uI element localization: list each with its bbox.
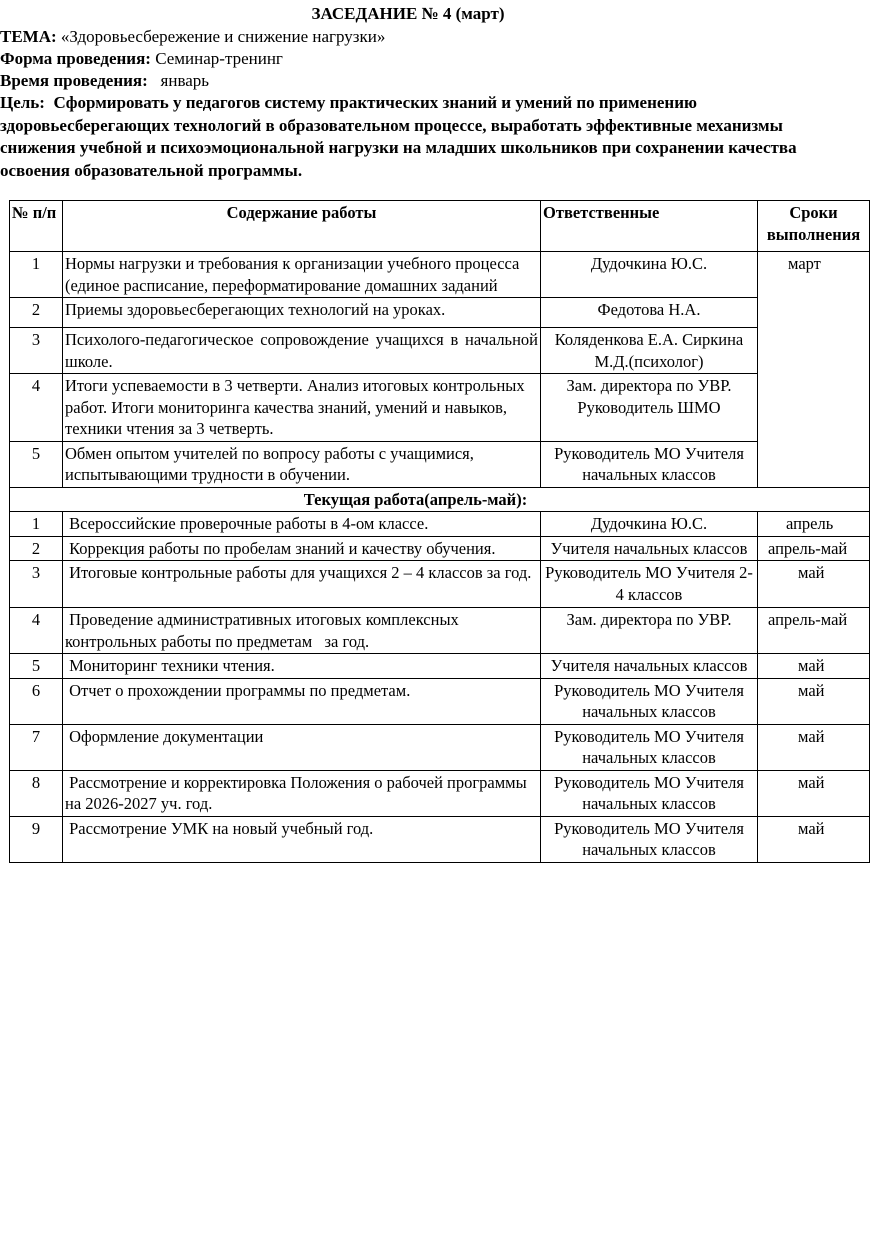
row-responsible: Руководитель МО Учителя 2-4 классов — [541, 561, 758, 608]
row-term: апрель — [758, 512, 870, 537]
row-term: май — [758, 678, 870, 724]
row-responsible: Учителя начальных классов — [541, 536, 758, 561]
form-value: Семинар-тренинг — [150, 49, 283, 68]
time-value: январь — [147, 71, 210, 90]
table-row — [10, 298, 870, 328]
table-row — [10, 608, 870, 654]
row-responsible: Дудочкина Ю.С. — [541, 512, 758, 537]
theme-value: «Здоровьесбережение и снижение нагрузки» — [56, 27, 386, 46]
row-num: 6 — [10, 678, 63, 724]
table-row — [10, 374, 870, 442]
goal-paragraph — [0, 92, 812, 182]
row-responsible: Зам. директора по УВР. Руководитель ШМО — [541, 374, 758, 442]
goal-text: Сформировать у педагогов систему практических знаний и умений по применению здоровьесберегающих технологий в образовательном процессе, выработать эффективные механизмы снижения учебной и психоэмоциональной нагрузки на младших школьников при сохранении качества освоения образовательной программы. — [0, 93, 801, 180]
theme-line — [0, 26, 385, 48]
row-term: май — [758, 770, 870, 816]
row-num: 4 — [10, 374, 63, 442]
work-plan-table — [9, 200, 870, 863]
table-row — [10, 536, 870, 561]
header-responsible: Ответственные — [541, 201, 758, 252]
table-row — [10, 328, 870, 374]
header-content: Содержание работы — [63, 201, 541, 252]
row-term: апрель-май — [758, 536, 870, 561]
form-line — [0, 48, 283, 70]
row-num: 2 — [10, 536, 63, 561]
row-content: Итоги успеваемости в 3 четверти. Анализ итоговых контрольных работ. Итоги мониторинга качества знаний, умений и навыков, техники чтения за 3 четверть. — [63, 374, 541, 442]
table-header-row — [10, 201, 870, 252]
table-row — [10, 561, 870, 608]
row-responsible: Зам. директора по УВР. — [541, 608, 758, 654]
row-num: 3 — [10, 561, 63, 608]
row-term: май — [758, 561, 870, 608]
row-term: март — [758, 252, 870, 488]
table-row — [10, 816, 870, 862]
table-row — [10, 724, 870, 770]
row-content: Нормы нагрузки и требования к организации учебного процесса (единое расписание, переформатирование домашних заданий — [63, 252, 541, 298]
row-num: 5 — [10, 654, 63, 679]
row-num: 8 — [10, 770, 63, 816]
table-row — [10, 654, 870, 679]
row-responsible: Дудочкина Ю.С. — [541, 252, 758, 298]
table-row — [10, 512, 870, 537]
row-responsible: Руководитель МО Учителя начальных классов — [541, 678, 758, 724]
row-responsible: Коляденкова Е.А. Сиркина М.Д.(психолог) — [541, 328, 758, 374]
row-content: Коррекция работы по пробелам знаний и качеству обучения. — [63, 536, 541, 561]
row-term: май — [758, 654, 870, 679]
row-content: Приемы здоровьесберегающих технологий на уроках. — [63, 298, 541, 328]
row-content: Психолого-педагогическое сопровождение учащихся в начальной школе. — [63, 328, 541, 374]
form-label: Форма проведения: — [0, 49, 151, 68]
table-row — [10, 252, 870, 298]
row-content: Отчет о прохождении программы по предметам. — [63, 678, 541, 724]
row-content: Проведение административных итоговых комплексных контрольных работы по предметам за год. — [63, 608, 541, 654]
row-num: 7 — [10, 724, 63, 770]
section-heading-row — [10, 487, 870, 512]
page-title: ЗАСЕДАНИЕ № 4 (март) — [311, 4, 505, 23]
row-num: 4 — [10, 608, 63, 654]
row-term: май — [758, 816, 870, 862]
row-content: Обмен опытом учителей по вопросу работы с учащимися, испытывающими трудности в обучении. — [63, 441, 541, 487]
row-content: Итоговые контрольные работы для учащихся 2 – 4 классов за год. — [63, 561, 541, 608]
theme-label: ТЕМА: — [0, 27, 57, 46]
row-responsible: Учителя начальных классов — [541, 654, 758, 679]
table-row — [10, 441, 870, 487]
table-row — [10, 770, 870, 816]
row-num: 2 — [10, 298, 63, 328]
row-responsible: Руководитель МО Учителя начальных классов — [541, 724, 758, 770]
row-responsible: Федотова Н.А. — [541, 298, 758, 328]
row-content: Рассмотрение и корректировка Положения о рабочей программы на 2026-2027 уч. год. — [63, 770, 541, 816]
section-heading: Текущая работа(апрель-май): — [10, 487, 870, 512]
row-term: апрель-май — [758, 608, 870, 654]
row-num: 1 — [10, 512, 63, 537]
row-num: 5 — [10, 441, 63, 487]
row-content: Всероссийские проверочные работы в 4-ом классе. — [63, 512, 541, 537]
row-content: Мониторинг техники чтения. — [63, 654, 541, 679]
row-responsible: Руководитель МО Учителя начальных классов — [541, 816, 758, 862]
row-num: 3 — [10, 328, 63, 374]
time-label: Время проведения: — [0, 71, 148, 90]
header-num: № п/п — [10, 201, 63, 252]
time-line — [0, 70, 209, 92]
row-num: 9 — [10, 816, 63, 862]
row-responsible: Руководитель МО Учителя начальных классов — [541, 441, 758, 487]
header-term: Сроки выполнения — [758, 201, 870, 252]
goal-label: Цель: — [0, 93, 45, 112]
row-term: май — [758, 724, 870, 770]
row-content: Оформление документации — [63, 724, 541, 770]
row-num: 1 — [10, 252, 63, 298]
row-responsible: Руководитель МО Учителя начальных классов — [541, 770, 758, 816]
table-row — [10, 678, 870, 724]
row-content: Рассмотрение УМК на новый учебный год. — [63, 816, 541, 862]
